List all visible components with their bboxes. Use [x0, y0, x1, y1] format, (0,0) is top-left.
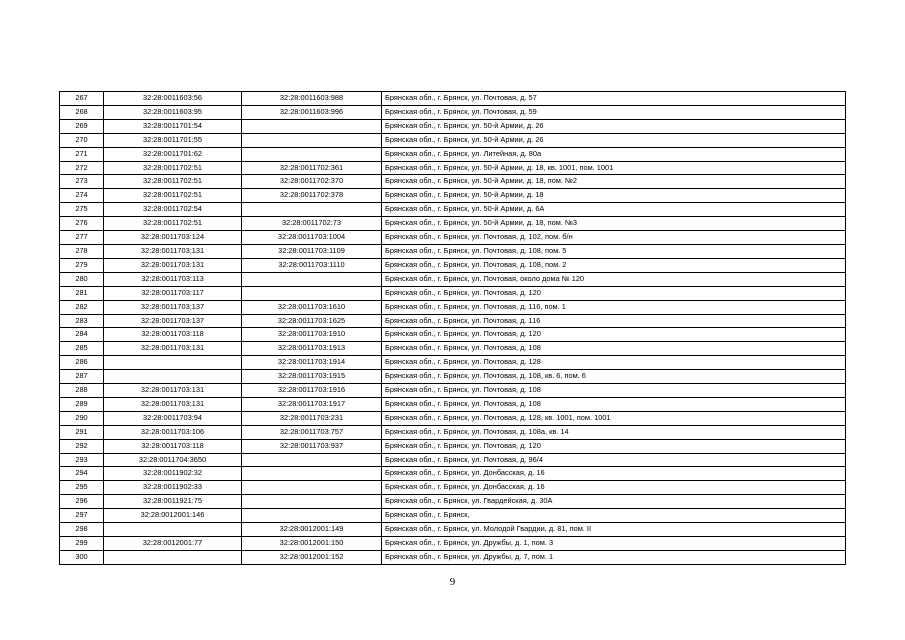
table-row — [60, 161, 846, 175]
cadastral-number-cell: 32:28:0011703:118 — [104, 439, 242, 453]
premises-cadastral-number-cell: 32:28:0011603:988 — [242, 92, 382, 106]
cadastral-number-cell: 32:28:0011603:56 — [104, 92, 242, 106]
premises-cadastral-number-cell: 32:28:0011703:1916 — [242, 384, 382, 398]
cadastral-table — [59, 91, 846, 565]
table-row — [60, 411, 846, 425]
row-number-cell: 294 — [60, 467, 104, 481]
table-row — [60, 133, 846, 147]
table-row — [60, 439, 846, 453]
cadastral-number-cell: 32:28:0011704:3650 — [104, 453, 242, 467]
cadastral-number-cell: 32:28:0011603:95 — [104, 105, 242, 119]
table-row — [60, 397, 846, 411]
premises-cadastral-number-cell: 32:28:0011703:1915 — [242, 370, 382, 384]
row-number-cell: 292 — [60, 439, 104, 453]
row-number-cell: 282 — [60, 300, 104, 314]
cadastral-number-cell: 32:28:0011703:117 — [104, 286, 242, 300]
premises-cadastral-number-cell — [242, 481, 382, 495]
cadastral-number-cell: 32:28:0011702:51 — [104, 189, 242, 203]
address-cell: Брянская обл., г. Брянск, ул. Донбасская, д. 16 — [382, 467, 846, 481]
table-row — [60, 175, 846, 189]
address-cell: Брянская обл., г. Брянск, ул. Почтовая, д. 108 — [382, 384, 846, 398]
premises-cadastral-number-cell: 32:28:0011703:1917 — [242, 397, 382, 411]
row-number-cell: 273 — [60, 175, 104, 189]
address-cell: Брянская обл., г. Брянск, ул. Донбасская, д. 16 — [382, 481, 846, 495]
table-row — [60, 231, 846, 245]
cadastral-number-cell: 32:28:0011702:54 — [104, 203, 242, 217]
premises-cadastral-number-cell — [242, 509, 382, 523]
cadastral-table-container — [59, 91, 846, 565]
table-row — [60, 217, 846, 231]
table-row — [60, 425, 846, 439]
cadastral-number-cell — [104, 550, 242, 564]
premises-cadastral-number-cell: 32:28:0011702:361 — [242, 161, 382, 175]
row-number-cell: 285 — [60, 342, 104, 356]
row-number-cell: 289 — [60, 397, 104, 411]
row-number-cell: 291 — [60, 425, 104, 439]
premises-cadastral-number-cell — [242, 453, 382, 467]
row-number-cell: 274 — [60, 189, 104, 203]
address-cell: Брянская обл., г. Брянск, ул. Почтовая, д. 108, пом. 5 — [382, 244, 846, 258]
table-body — [60, 92, 846, 565]
cadastral-number-cell: 32:28:0011703:131 — [104, 384, 242, 398]
premises-cadastral-number-cell — [242, 495, 382, 509]
table-row — [60, 550, 846, 564]
table-row — [60, 384, 846, 398]
table-row — [60, 314, 846, 328]
cadastral-number-cell: 32:28:0011701:54 — [104, 119, 242, 133]
row-number-cell: 278 — [60, 244, 104, 258]
premises-cadastral-number-cell: 32:28:0011703:1913 — [242, 342, 382, 356]
row-number-cell: 268 — [60, 105, 104, 119]
premises-cadastral-number-cell — [242, 119, 382, 133]
premises-cadastral-number-cell: 32:28:0011703:1004 — [242, 231, 382, 245]
premises-cadastral-number-cell: 32:28:0011703:1109 — [242, 244, 382, 258]
table-row — [60, 370, 846, 384]
address-cell: Брянская обл., г. Брянск, ул. 50-й Армии, д. 26 — [382, 119, 846, 133]
cadastral-number-cell: 32:28:0011703:131 — [104, 244, 242, 258]
cadastral-number-cell: 32:28:0011703:131 — [104, 342, 242, 356]
cadastral-number-cell: 32:28:0011703:124 — [104, 231, 242, 245]
address-cell: Брянская обл., г. Брянск, — [382, 509, 846, 523]
table-row — [60, 119, 846, 133]
address-cell: Брянская обл., г. Брянск, ул. 50-й Армии, д. 18, кв. 1001, пом. 1001 — [382, 161, 846, 175]
row-number-cell: 287 — [60, 370, 104, 384]
address-cell: Брянская обл., г. Брянск, ул. Почтовая, д. 128, кв. 1001, пом. 1001 — [382, 411, 846, 425]
row-number-cell: 284 — [60, 328, 104, 342]
premises-cadastral-number-cell: 32:28:0011703:1625 — [242, 314, 382, 328]
table-row — [60, 453, 846, 467]
address-cell: Брянская обл., г. Брянск, ул. Почтовая, д. 108 — [382, 342, 846, 356]
premises-cadastral-number-cell: 32:28:0011703:231 — [242, 411, 382, 425]
address-cell: Брянская обл., г. Брянск, ул. Почтовая, д. 108а, кв. 14 — [382, 425, 846, 439]
premises-cadastral-number-cell: 32:28:0011702:73 — [242, 217, 382, 231]
table-row — [60, 342, 846, 356]
page-number: 9 — [449, 576, 456, 588]
cadastral-number-cell: 32:28:0011703:137 — [104, 314, 242, 328]
row-number-cell: 298 — [60, 523, 104, 537]
address-cell: Брянская обл., г. Брянск, ул. Почтовая, д. 96/4 — [382, 453, 846, 467]
premises-cadastral-number-cell: 32:28:0012001:149 — [242, 523, 382, 537]
table-row — [60, 495, 846, 509]
address-cell: Брянская обл., г. Брянск, ул. Почтовая, д. 108, пом. 2 — [382, 258, 846, 272]
address-cell: Брянская обл., г. Брянск, ул. Почтовая, д. 59 — [382, 105, 846, 119]
premises-cadastral-number-cell: 32:28:0011703:937 — [242, 439, 382, 453]
cadastral-number-cell: 32:28:0011703:113 — [104, 272, 242, 286]
row-number-cell: 281 — [60, 286, 104, 300]
table-row — [60, 467, 846, 481]
address-cell: Брянская обл., г. Брянск, ул. Почтовая, около дома № 120 — [382, 272, 846, 286]
address-cell: Брянская обл., г. Брянск, ул. 50-й Армии, д. 18 — [382, 189, 846, 203]
premises-cadastral-number-cell — [242, 147, 382, 161]
row-number-cell: 275 — [60, 203, 104, 217]
row-number-cell: 269 — [60, 119, 104, 133]
cadastral-number-cell — [104, 356, 242, 370]
table-row — [60, 244, 846, 258]
cadastral-number-cell: 32:28:0011921:75 — [104, 495, 242, 509]
table-row — [60, 189, 846, 203]
table-row — [60, 537, 846, 551]
address-cell: Брянская обл., г. Брянск, ул. Дружбы, д. 7, пом. 1 — [382, 550, 846, 564]
row-number-cell: 279 — [60, 258, 104, 272]
premises-cadastral-number-cell — [242, 467, 382, 481]
address-cell: Брянская обл., г. Брянск, ул. Молодой Гвардии, д. 81, пом. II — [382, 523, 846, 537]
premises-cadastral-number-cell: 32:28:0011703:1110 — [242, 258, 382, 272]
row-number-cell: 288 — [60, 384, 104, 398]
cadastral-number-cell: 32:28:0011702:51 — [104, 217, 242, 231]
cadastral-number-cell: 32:28:0011703:106 — [104, 425, 242, 439]
table-row — [60, 509, 846, 523]
table-row — [60, 92, 846, 106]
table-row — [60, 147, 846, 161]
row-number-cell: 267 — [60, 92, 104, 106]
cadastral-number-cell: 32:28:0011703:131 — [104, 397, 242, 411]
premises-cadastral-number-cell: 32:28:0011603:996 — [242, 105, 382, 119]
row-number-cell: 276 — [60, 217, 104, 231]
premises-cadastral-number-cell: 32:28:0011703:757 — [242, 425, 382, 439]
row-number-cell: 277 — [60, 231, 104, 245]
premises-cadastral-number-cell: 32:28:0011703:1610 — [242, 300, 382, 314]
table-row — [60, 286, 846, 300]
address-cell: Брянская обл., г. Брянск, ул. Дружбы, д. 1, пом. 3 — [382, 537, 846, 551]
premises-cadastral-number-cell: 32:28:0012001:152 — [242, 550, 382, 564]
table-row — [60, 328, 846, 342]
premises-cadastral-number-cell — [242, 286, 382, 300]
cadastral-number-cell: 32:28:0011701:55 — [104, 133, 242, 147]
cadastral-number-cell: 32:28:0011702:51 — [104, 161, 242, 175]
row-number-cell: 296 — [60, 495, 104, 509]
premises-cadastral-number-cell — [242, 203, 382, 217]
cadastral-number-cell — [104, 370, 242, 384]
table-row — [60, 481, 846, 495]
premises-cadastral-number-cell — [242, 272, 382, 286]
address-cell: Брянская обл., г. Брянск, ул. Литейная, д. 80а — [382, 147, 846, 161]
table-row — [60, 272, 846, 286]
cadastral-number-cell: 32:28:0011703:118 — [104, 328, 242, 342]
table-row — [60, 356, 846, 370]
cadastral-number-cell: 32:28:0011703:137 — [104, 300, 242, 314]
address-cell: Брянская обл., г. Брянск, ул. Почтовая, д. 108, кв. 6, пом. 6 — [382, 370, 846, 384]
premises-cadastral-number-cell: 32:28:0012001:150 — [242, 537, 382, 551]
address-cell: Брянская обл., г. Брянск, ул. Почтовая, д. 108 — [382, 397, 846, 411]
row-number-cell: 280 — [60, 272, 104, 286]
row-number-cell: 295 — [60, 481, 104, 495]
premises-cadastral-number-cell — [242, 133, 382, 147]
row-number-cell: 290 — [60, 411, 104, 425]
row-number-cell: 297 — [60, 509, 104, 523]
table-row — [60, 105, 846, 119]
row-number-cell: 283 — [60, 314, 104, 328]
cadastral-number-cell: 32:28:0011703:131 — [104, 258, 242, 272]
address-cell: Брянская обл., г. Брянск, ул. Гвардейская, д. 30А — [382, 495, 846, 509]
cadastral-number-cell: 32:28:0011902:32 — [104, 467, 242, 481]
address-cell: Брянская обл., г. Брянск, ул. Почтовая, д. 120 — [382, 286, 846, 300]
cadastral-number-cell: 32:28:0012001:77 — [104, 537, 242, 551]
premises-cadastral-number-cell: 32:28:0011703:1914 — [242, 356, 382, 370]
table-row — [60, 203, 846, 217]
row-number-cell: 270 — [60, 133, 104, 147]
cadastral-number-cell: 32:28:0011701:62 — [104, 147, 242, 161]
address-cell: Брянская обл., г. Брянск, ул. Почтовая, д. 120 — [382, 439, 846, 453]
address-cell: Брянская обл., г. Брянск, ул. 50-й Армии, д. 18, пом. №3 — [382, 217, 846, 231]
row-number-cell: 299 — [60, 537, 104, 551]
address-cell: Брянская обл., г. Брянск, ул. Почтовая, д. 128 — [382, 356, 846, 370]
address-cell: Брянская обл., г. Брянск, ул. Почтовая, д. 102, пом. б/н — [382, 231, 846, 245]
row-number-cell: 272 — [60, 161, 104, 175]
cadastral-number-cell: 32:28:0012001:146 — [104, 509, 242, 523]
row-number-cell: 286 — [60, 356, 104, 370]
table-row — [60, 300, 846, 314]
row-number-cell: 271 — [60, 147, 104, 161]
cadastral-number-cell: 32:28:0011703:94 — [104, 411, 242, 425]
cadastral-number-cell: 32:28:0011902:33 — [104, 481, 242, 495]
cadastral-number-cell: 32:28:0011702:51 — [104, 175, 242, 189]
table-row — [60, 523, 846, 537]
address-cell: Брянская обл., г. Брянск, ул. Почтовая, д. 116 — [382, 314, 846, 328]
address-cell: Брянская обл., г. Брянск, ул. Почтовая, д. 120 — [382, 328, 846, 342]
premises-cadastral-number-cell: 32:28:0011702:378 — [242, 189, 382, 203]
row-number-cell: 293 — [60, 453, 104, 467]
address-cell: Брянская обл., г. Брянск, ул. 50-й Армии, д. 26 — [382, 133, 846, 147]
address-cell: Брянская обл., г. Брянск, ул. Почтовая, д. 116, пом. 1 — [382, 300, 846, 314]
cadastral-number-cell — [104, 523, 242, 537]
table-row — [60, 258, 846, 272]
address-cell: Брянская обл., г. Брянск, ул. Почтовая, д. 57 — [382, 92, 846, 106]
premises-cadastral-number-cell: 32:28:0011702:370 — [242, 175, 382, 189]
address-cell: Брянская обл., г. Брянск, ул. 50-й Армии, д. 18, пом. №2 — [382, 175, 846, 189]
address-cell: Брянская обл., г. Брянск, ул. 50-й Армии, д. 6А — [382, 203, 846, 217]
premises-cadastral-number-cell: 32:28:0011703:1910 — [242, 328, 382, 342]
row-number-cell: 300 — [60, 550, 104, 564]
